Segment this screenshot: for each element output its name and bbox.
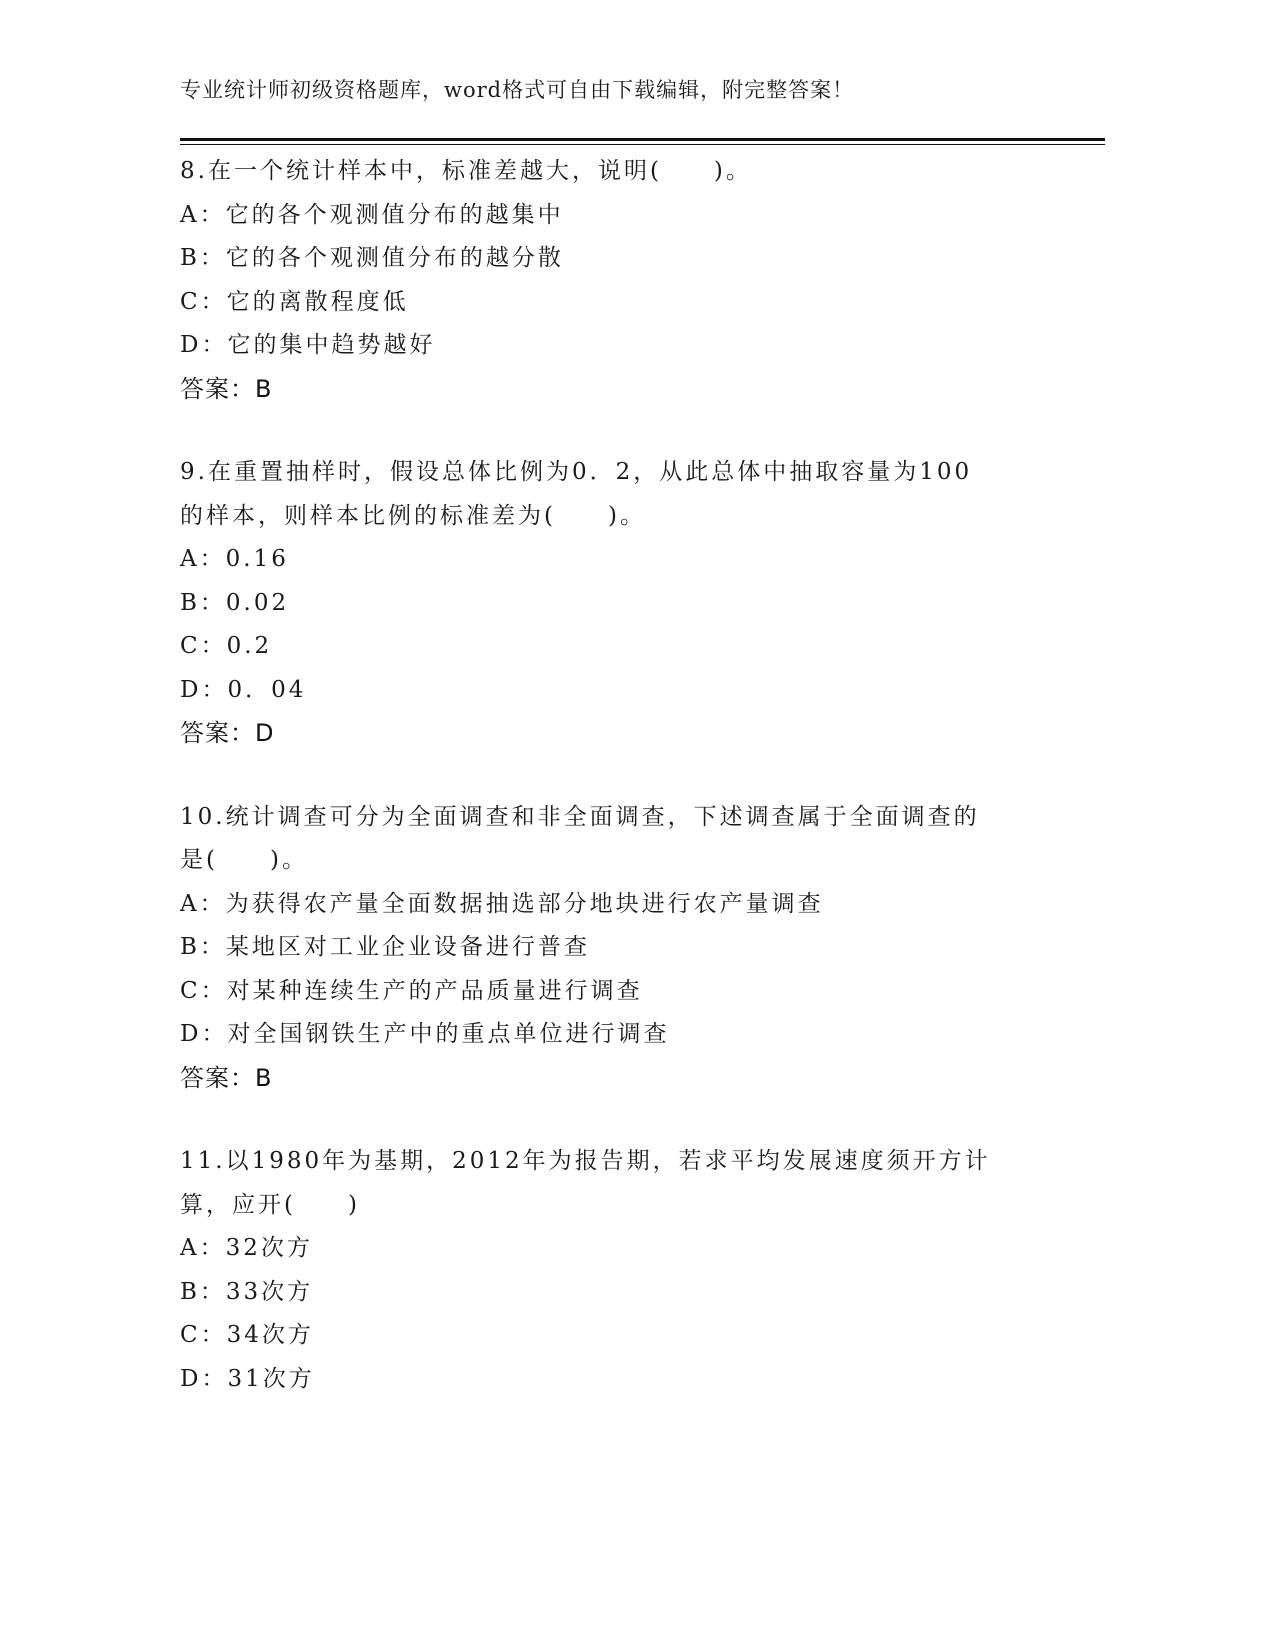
document-header: 专业统计师初级资格题库，word格式可自由下载编辑，附完整答案！ bbox=[180, 78, 855, 102]
option-a: A：它的各个观测值分布的越集中 bbox=[180, 201, 564, 228]
option-a: A：32次方 bbox=[180, 1235, 313, 1261]
option-b: B：某地区对工业企业设备进行普查 bbox=[180, 934, 590, 960]
option-c: C：它的离散程度低 bbox=[180, 288, 409, 315]
option-b: B：33次方 bbox=[180, 1278, 314, 1305]
question-stem: 9.在重置抽样时，假设总体比例为0．2，从此总体中抽取容量为100 bbox=[180, 459, 973, 485]
option-d: D：它的集中趋势越好 bbox=[180, 332, 436, 358]
option-b: B：它的各个观测值分布的越分散 bbox=[180, 245, 564, 271]
option-d: D：对全国钢铁生产中的重点单位进行调查 bbox=[180, 1021, 670, 1047]
header-rule-thick bbox=[180, 138, 1105, 141]
question-list bbox=[180, 150, 1080, 1441]
option-c: C：34次方 bbox=[180, 1322, 314, 1348]
answer-label: 答案：B bbox=[180, 1063, 273, 1092]
answer-label: 答案：B bbox=[180, 374, 273, 403]
question-11 bbox=[180, 1140, 1080, 1401]
option-c: C：对某种连续生产的产品质量进行调查 bbox=[180, 977, 643, 1004]
question-stem-continued: 的样本，则样本比例的标准差为( )。 bbox=[180, 502, 646, 529]
question-stem-continued: 算，应开( ) bbox=[180, 1191, 360, 1218]
question-stem: 10.统计调查可分为全面调查和非全面调查，下述调查属于全面调查的 bbox=[180, 803, 980, 830]
question-stem: 11.以1980年为基期，2012年为报告期，若求平均发展速度须开方计 bbox=[180, 1148, 991, 1174]
question-8 bbox=[180, 150, 1080, 411]
option-b: B：0.02 bbox=[180, 589, 290, 616]
question-10 bbox=[180, 796, 1080, 1101]
option-a: A：为获得农产量全面数据抽选部分地块进行农产量调查 bbox=[180, 890, 824, 917]
question-stem: 8.在一个统计样本中，标准差越大，说明( )。 bbox=[180, 158, 752, 184]
question-9 bbox=[180, 451, 1080, 756]
option-d: D：31次方 bbox=[180, 1365, 315, 1392]
answer-label: 答案：D bbox=[180, 719, 275, 747]
option-d: D：0．04 bbox=[180, 676, 307, 703]
option-a: A：0.16 bbox=[180, 546, 289, 572]
question-stem-continued: 是( )。 bbox=[180, 847, 308, 873]
header-rule-thin bbox=[180, 144, 1105, 145]
option-c: C：0.2 bbox=[180, 633, 273, 659]
